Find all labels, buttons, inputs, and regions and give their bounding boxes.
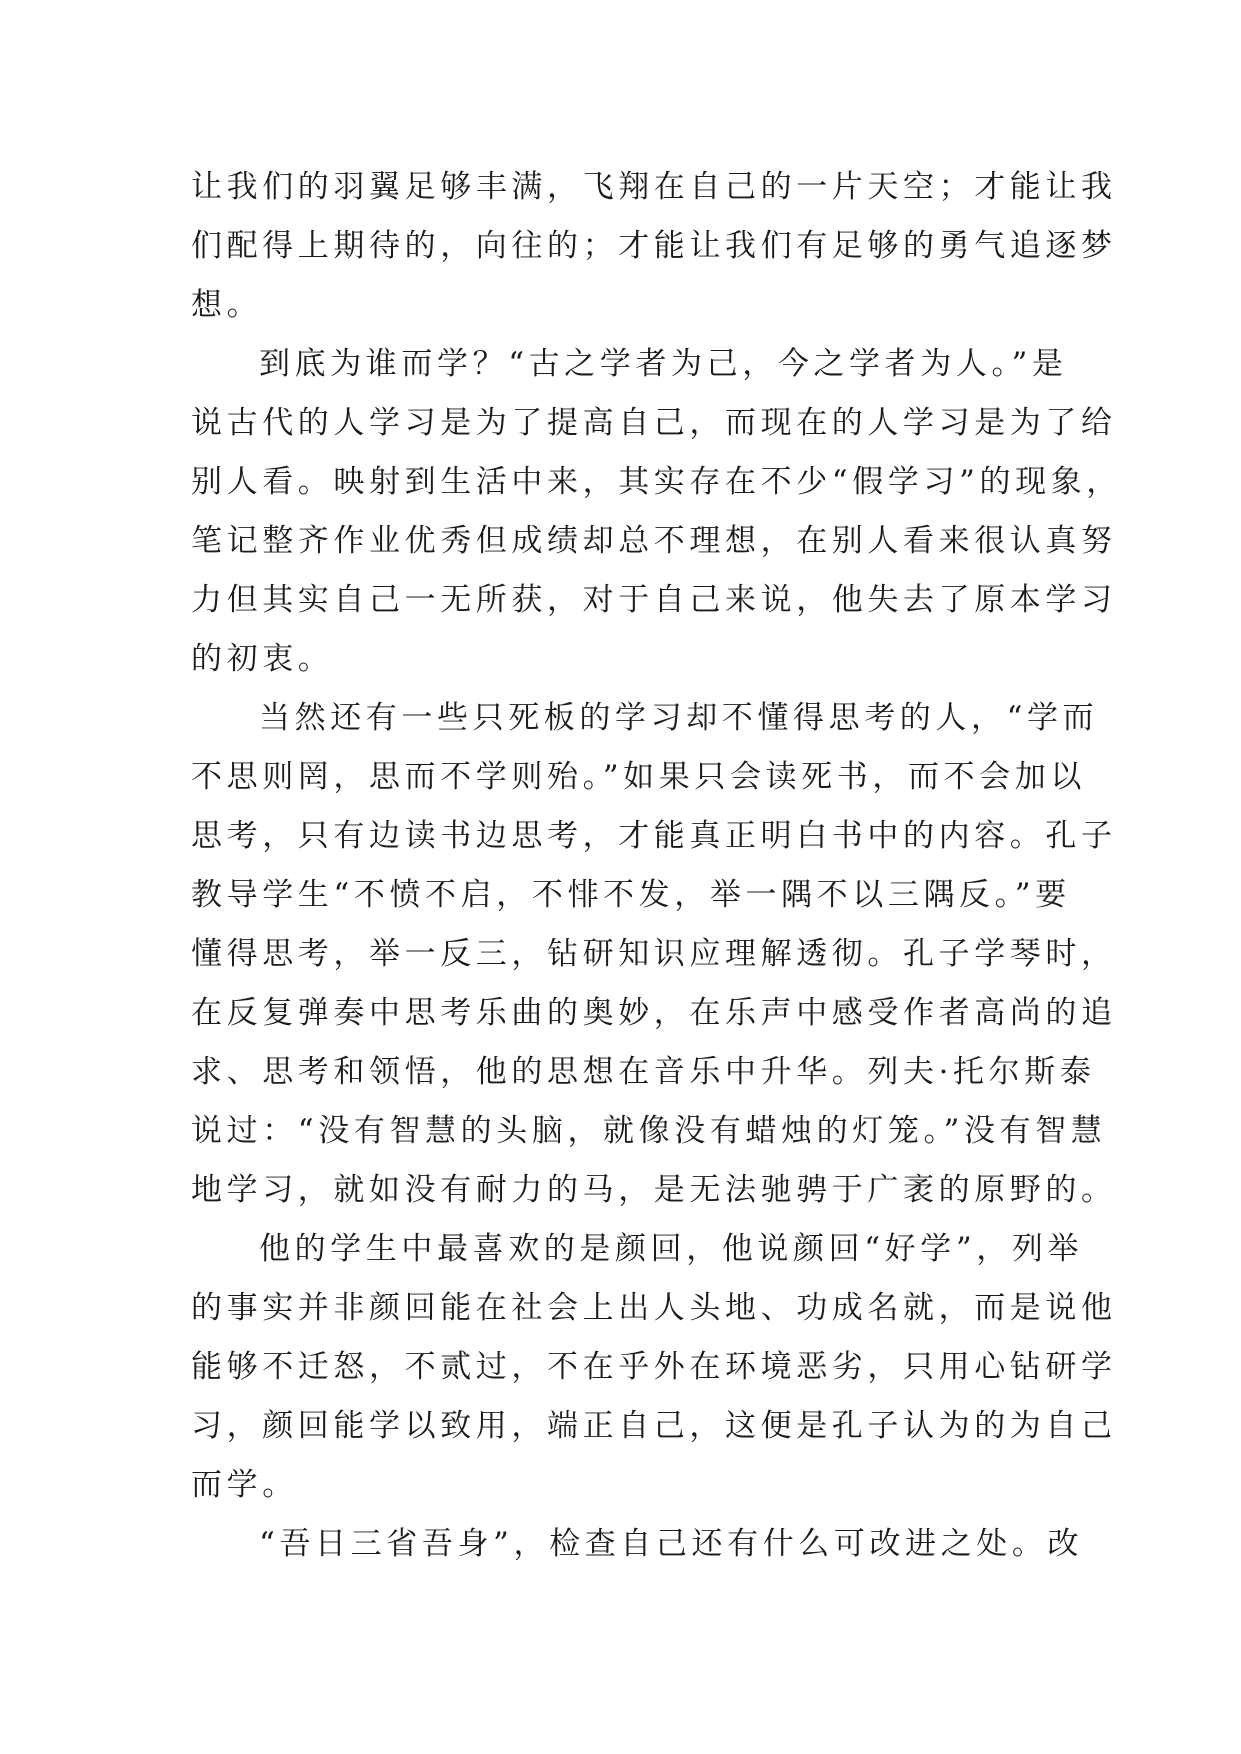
text-line: 当然还有一些只死板的学习却不懂得思考的人，“学而 — [259, 700, 1099, 736]
text-line: 别人看。映射到生活中来，其实存在不少“假学习”的现象， — [191, 464, 1122, 500]
paragraph-1 — [191, 158, 1117, 335]
text-line: 懂得思考，举一反三，钻研知识应理解透彻。孔子学琴时， — [191, 936, 1117, 972]
text-line: 教导学生“不愤不启，不悱不发，举一隅不以三隅反。”要 — [191, 877, 1071, 913]
text-line: 想。 — [191, 287, 263, 323]
text-line: 他的学生中最喜欢的是颜回，他说颜回“好学”，列举 — [259, 1231, 1084, 1267]
paragraph-3 — [191, 689, 1117, 1220]
text-line: 地学习，就如没有耐力的马，是无法驰骋于广袤的原野的。 — [191, 1172, 1117, 1208]
text-line: 力但其实自己一无所获，对于自己来说，他失去了原本学习 — [191, 582, 1117, 618]
paragraph-2 — [191, 335, 1122, 689]
text-line: 而学。 — [191, 1467, 298, 1503]
text-line: 到底为谁而学？“古之学者为己，今之学者为人。”是 — [259, 346, 1068, 382]
text-line: 不思则罔，思而不学则殆。”如果只会读死书，而不会加以 — [191, 759, 1086, 795]
text-line: 在反复弹奏中思考乐曲的奥妙，在乐声中感受作者高尚的追 — [191, 995, 1117, 1031]
text-line: 的初衷。 — [191, 641, 334, 677]
text-line: 能够不迁怒，不贰过，不在乎外在环境恶劣，只用心钻研学 — [191, 1349, 1117, 1385]
document-page — [191, 158, 1122, 1574]
text-line: 思考，只有边读书边思考，才能真正明白书中的内容。孔子 — [191, 818, 1117, 854]
paragraph-5 — [191, 1515, 1084, 1574]
paragraph-4 — [191, 1220, 1117, 1515]
text-line: “吾日三省吾身”，检查自己还有什么可改进之处。改 — [259, 1526, 1084, 1562]
text-line: 让我们的羽翼足够丰满，飞翔在自己的一片天空；才能让我 — [191, 169, 1117, 205]
text-line: 求、思考和领悟，他的思想在音乐中升华。列夫·托尔斯泰 — [191, 1054, 1096, 1090]
text-line: 们配得上期待的，向往的；才能让我们有足够的勇气追逐梦 — [191, 228, 1117, 264]
text-line: 说过：“没有智慧的头脑，就像没有蜡烛的灯笼。”没有智慧 — [191, 1113, 1107, 1149]
text-line: 说古代的人学习是为了提高自己，而现在的人学习是为了给 — [191, 405, 1117, 441]
text-line: 的事实并非颜回能在社会上出人头地、功成名就，而是说他 — [191, 1290, 1117, 1326]
text-line: 笔记整齐作业优秀但成绩却总不理想，在别人看来很认真努 — [191, 523, 1117, 559]
text-line: 习，颜回能学以致用，端正自己，这便是孔子认为的为自己 — [191, 1408, 1117, 1444]
